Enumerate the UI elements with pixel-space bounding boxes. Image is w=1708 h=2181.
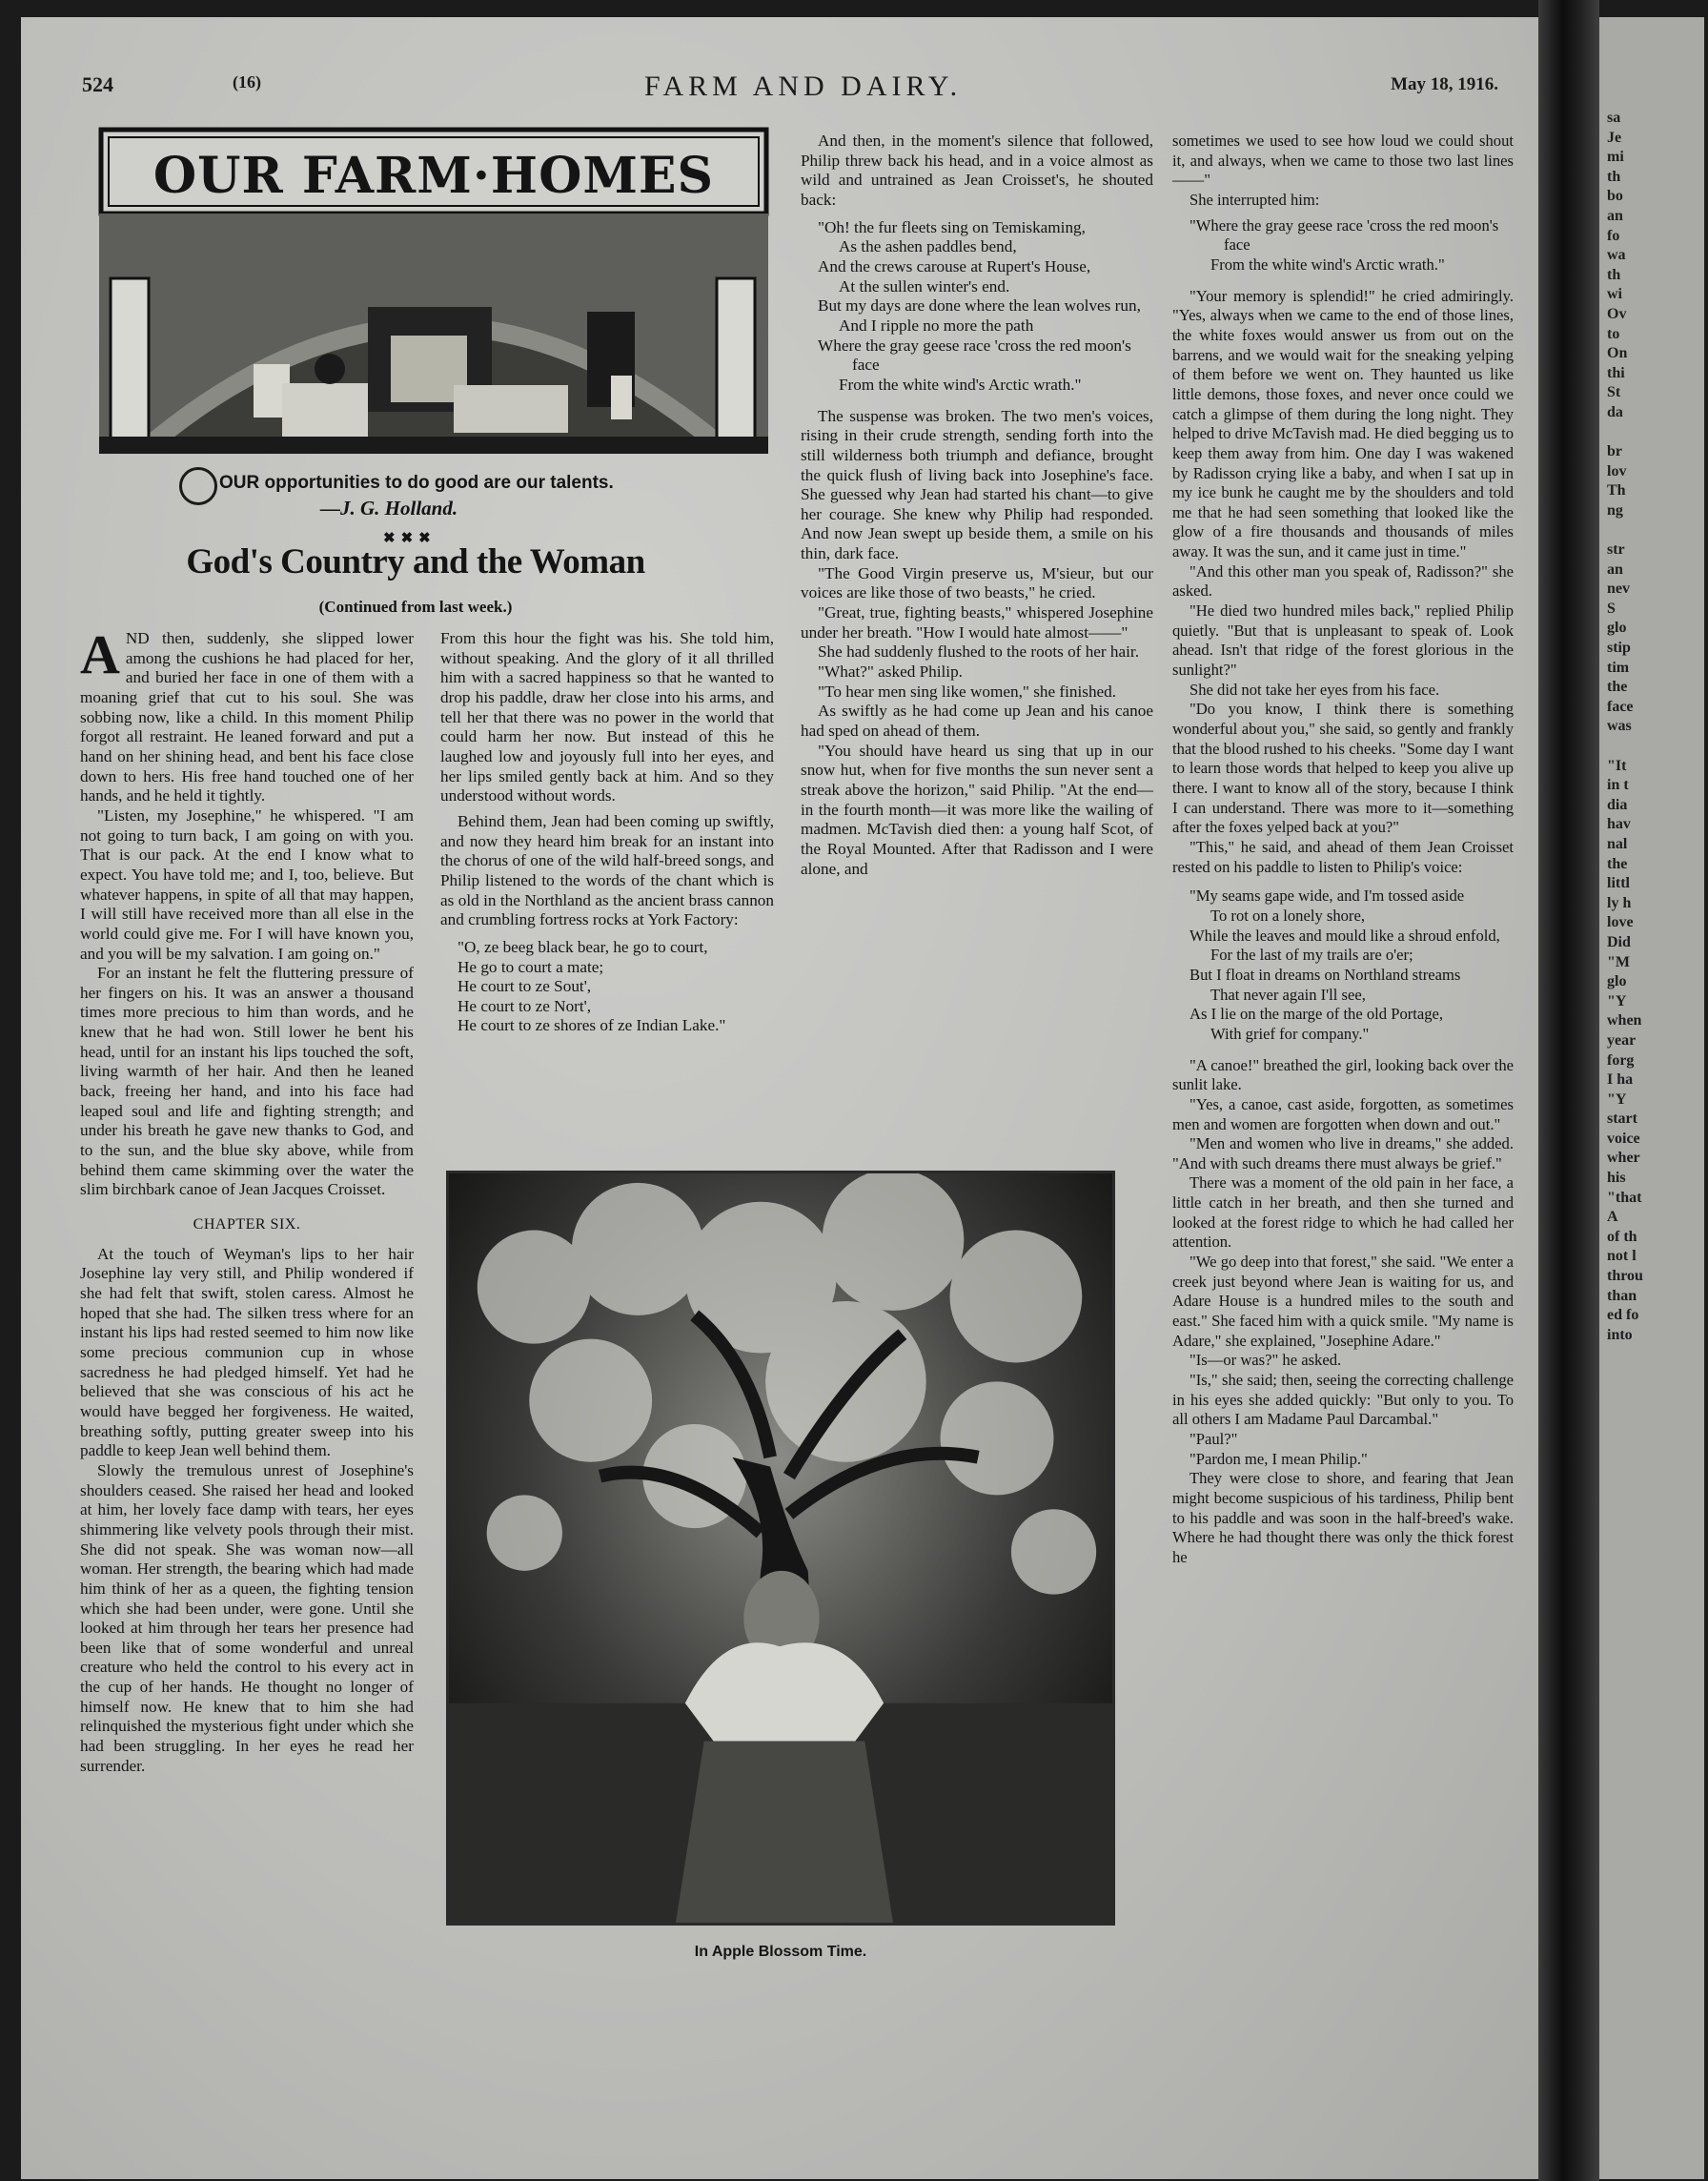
photo-caption: In Apple Blossom Time. bbox=[694, 1944, 867, 1960]
publication-title: FARM AND DAIRY. bbox=[644, 71, 963, 102]
paragraph: "You should have heard us sing that up in our snow hut, when for five months the sun never sent a streak above the horizon," said Philip. "At the end—in the fourth month—it was more like the wailing of madmen. McTavish died then: a young half Scot, of the Royal Mounted. After that Radisson and I were alone, and bbox=[801, 741, 1153, 878]
verse-line: He go to court a mate; bbox=[458, 957, 604, 976]
paragraph: "Yes, a canoe, cast aside, forgotten, as sometimes men and women are forgotten when down and out." bbox=[1172, 1094, 1514, 1133]
epigraph-author: —J. G. Holland. bbox=[320, 497, 458, 520]
column-4 bbox=[1172, 132, 1514, 1568]
verse-line: As the ashen paddles bend, bbox=[839, 237, 1017, 256]
paragraph: "Great, true, fighting beasts," whispered Josephine under her breath. "How I would hate almost——" bbox=[801, 603, 1153, 642]
paragraph: "Pardon me, I mean Philip." bbox=[1190, 1449, 1368, 1468]
verse-line: To rot on a lonely shore, bbox=[1210, 906, 1365, 925]
paragraph: For an instant he felt the fluttering pressure of her fingers on his. It was an answer a thousand times more precious to him than words, and he knew that he had won. Still lower he bent his head, until for an instant his lips touched the soft, living warmth of her hair. And then he leaned back, freeing her hand, and into his face had leaped soul and life and fighting strength; and under his breath he gave new thanks to God, and to the sun, and the blue sky above, while from behind them came skimming over the water the slim birchbark canoe of Jean Jacques Croisset. bbox=[80, 964, 414, 1199]
paragraph: She had suddenly flushed to the roots of her hair. bbox=[818, 642, 1140, 662]
paragraph: And then, in the moment's silence that followed, Philip threw back his head, and in a voice almost as wild and untrained as Jean Croisset's, he shouted back: bbox=[801, 132, 1153, 209]
verse-line: As I lie on the marge of the old Portage, bbox=[1190, 1005, 1444, 1024]
song-verse bbox=[1172, 887, 1514, 1044]
right-page-fragments: sa Je mi th bo an fo wa th wi Ov to On thi St da br lov Th ng str an nev S glo stip tim the face was "It in t dia hav nal the littl ly h love Did "M glo "Y when year forg I ha "Y start voice wher his "that A of th not l throu than ed fo into bbox=[1607, 110, 1643, 1343]
paragraph: They were close to shore, and fearing that Jean might become suspicious of his tardiness, Philip bent to his paddle and was soon in the half-breed's wake. Where he had thought there was only the thick forest he bbox=[1172, 1469, 1514, 1566]
paragraph: "This," he said, and ahead of them Jean Croisset rested on his paddle to listen to Philip's voice: bbox=[1172, 837, 1514, 876]
verse-line: "Where the gray geese race 'cross the red moon's face bbox=[1190, 215, 1499, 255]
section-number: (16) bbox=[233, 72, 261, 92]
drop-cap: A bbox=[80, 623, 120, 685]
paragraph: "A canoe!" breathed the girl, looking back over the sunlit lake. bbox=[1172, 1055, 1514, 1094]
song-verse bbox=[440, 938, 774, 1036]
verse-line: With grief for company." bbox=[1210, 1024, 1370, 1043]
farm-homes-banner bbox=[92, 126, 776, 458]
paragraph: The suspense was broken. The two men's voices, rising in their crude strength, sending forth into the still wilderness both triumph and defiance, brought the quick flush of living back into Josephine's face. She guessed why Jean had started his chant—to give her courage. She knew why Philip had responded. And now Jean swept up beside them, a smile on his thin, dark face. bbox=[801, 406, 1153, 563]
paragraph: At the touch of Weyman's lips to her hair Josephine lay very still, and Philip wondered if she had felt that swift, stolen caress. Almost he hoped that she had. The silken tress where for an instant his lips had rested seemed to him now like some precious communion cup in whose sacredness he had pledged himself. Yet had he believed that she was conscious of his act he would have begged her forgiveness. He waited, breathing softly, putting greater sweep into his paddle to keep Jean well behind them. bbox=[80, 1244, 414, 1460]
verse-line: While the leaves and mould like a shroud enfold, bbox=[1190, 926, 1500, 945]
verse-line: From the white wind's Arctic wrath." bbox=[1210, 255, 1445, 274]
paragraph: "Paul?" bbox=[1190, 1430, 1238, 1448]
paragraph: "Is," she said; then, seeing the correcting challenge in his eyes she added quickly: "But only to you. To all others I am Madame Paul Darcambal." bbox=[1172, 1371, 1514, 1429]
epigraph-text: OUR opportunities to do good are our talents. bbox=[219, 473, 614, 493]
paragraph: "Listen, my Josephine," he whispered. "I am not going to turn back, I am going on with you. That is our pack. At the end I know what to expect. You have told me; and I, too, believe. But whatever happens, in spite of all that may happen, I will still have received more than all else in the world could give me. For I will have known you, and you will be my salvation. I am going on." bbox=[80, 805, 414, 963]
page-number: 524 bbox=[82, 72, 113, 96]
column-2 bbox=[440, 629, 774, 1036]
verse-line: He court to ze shores of ze Indian Lake." bbox=[458, 1016, 726, 1035]
paragraph: Slowly the tremulous unrest of Josephine's shoulders ceased. She raised her head and looked at him, her lovely face damp with tears, her eyes shimmering like velvety pools through their mist. She did not speak. She was woman now—all woman. Her strength, the bearing which had made him think of her as a queen, the fighting tension which she had been under, were gone. Until she looked at him through her tears her presence had been like that of some wonderful and unreal creature who held the control to his every act in the cup of her hands. He thought no longer of himself now. He knew that to him she had relinquished the mysterious fight under which she had been struggling. In her eyes he read her surrender. bbox=[80, 1460, 414, 1775]
paragraph: She did not take her eyes from his face. bbox=[1190, 680, 1440, 699]
page-gutter bbox=[1538, 0, 1599, 2181]
paragraph: sometimes we used to see how loud we could shout it, and always, when we came to those two last lines——" bbox=[1172, 132, 1514, 190]
paragraph: Behind them, Jean had been coming up swiftly, and now they heard him break for an instant into the chorus of one of the wild half-breed songs, and Philip listened to the words of the chant which is as old in the Northland as the ancient brass cannon and crumbling fortress rocks at York Factory: bbox=[440, 811, 774, 929]
paragraph: From this hour the fight was his. She told him, without speaking. And the glory of it all thrilled him with a sacred happiness so that he wanted to drop his paddle, draw her close into his arms, and tell her that there was no power in the world that could harm her now. But instead of this he laughed low and joyously full into her eyes, and her lips smiled gently back at him. And so they understood without words. bbox=[440, 629, 774, 805]
banner-title: OUR FARM·HOMES bbox=[152, 147, 715, 205]
paragraph: As swiftly as he had come up Jean and his canoe had sped on ahead of them. bbox=[801, 702, 1153, 741]
paragraph: There was a moment of the old pain in her face, a little catch in her breath, and then she turned and looked at the forest ridge to which he had called her attention. bbox=[1172, 1173, 1514, 1252]
verse-line: "O, ze beeg black bear, he go to court, bbox=[458, 937, 708, 956]
paragraph: "What?" asked Philip. bbox=[818, 662, 963, 682]
verse-line: But my days are done where the lean wolves run, bbox=[818, 296, 1141, 316]
verse-line: From the white wind's Arctic wrath." bbox=[839, 375, 1082, 394]
verse-line: But I float in dreams on Northland streams bbox=[1190, 965, 1461, 984]
quote-ornament-icon bbox=[179, 467, 217, 505]
right-page-edge bbox=[1599, 17, 1704, 2179]
column-3 bbox=[801, 132, 1153, 879]
issue-date: May 18, 1916. bbox=[1391, 74, 1498, 94]
apple-blossom-photo bbox=[446, 1171, 1115, 1926]
column-1 bbox=[80, 623, 414, 1776]
verse-line: At the sullen winter's end. bbox=[839, 276, 1010, 296]
song-verse bbox=[801, 218, 1153, 396]
verse-line: Where the gray geese race 'cross the red moon's face bbox=[818, 336, 1131, 375]
story-title: God's Country and the Woman bbox=[186, 542, 645, 581]
paragraph: "Do you know, I think there is something wonderful about you," she said, so gently and frankly that the blood rushed to his cheeks. "Some day I want to learn those words that helped to keep you alive up there. I want to know all of the story, because I think I can understand. There was more to it—something after the foxes yelped back at you?" bbox=[1172, 700, 1514, 837]
epigraph bbox=[219, 471, 734, 520]
paragraph: "We go deep into that forest," she said. "We enter a creek just beyond where Jean is waiting for us, and Adare House is a hundred miles to the south and east." She faced him with a quick smile. "My name is Adare," she explained, "Josephine Adare." bbox=[1172, 1253, 1514, 1350]
verse-line: He court to ze Nort', bbox=[458, 996, 592, 1015]
paragraph: AND then, suddenly, she slipped lower among the cushions he had placed for her, and buried her face in one of them with a moaning grief that cut to his soul. She was sobbing now, like a child. In this moment Philip forgot all restraint. He leaned forward and put a hand on her shining head, and bent his face close down to hers. His free hand touched one of her hands, and he held it tightly. bbox=[80, 623, 414, 805]
paragraph: She interrupted him: bbox=[1190, 190, 1320, 209]
verse-line: For the last of my trails are o'er; bbox=[1210, 946, 1413, 965]
blossom-tree-image bbox=[449, 1173, 1112, 1923]
page-header bbox=[82, 71, 1515, 109]
paragraph: "To hear men sing like women," she finished. bbox=[818, 682, 1117, 701]
section-ornament: ✖✖✖ bbox=[383, 529, 437, 546]
verse-line: And the crews carouse at Rupert's House, bbox=[818, 256, 1091, 275]
paragraph: "Men and women who live in dreams," she added. "And with such dreams there must always be grief." bbox=[1172, 1134, 1514, 1172]
chapter-heading: CHAPTER SIX. bbox=[193, 1216, 301, 1233]
verse-line: And I ripple no more the path bbox=[839, 316, 1034, 335]
paragraph: "Is—or was?" he asked. bbox=[1190, 1351, 1342, 1370]
paragraph: "And this other man you speak of, Radisson?" she asked. bbox=[1172, 561, 1514, 601]
paragraph: "He died two hundred miles back," replied Philip quietly. "But that is unpleasant to speak of. Look ahead. Isn't that ridge of the forest glorious in the sunlight?" bbox=[1172, 601, 1514, 680]
verse-line: "My seams gape wide, and I'm tossed aside bbox=[1190, 887, 1465, 906]
verse-line: "Oh! the fur fleets sing on Temiskaming, bbox=[818, 217, 1086, 236]
paragraph: "Your memory is splendid!" he cried admiringly. "Yes, always when we came to the end of those lines, the white foxes would answer us from out on the barrens, and we would wait for the sneaking yelping of them before we went on. They haunted us like little demons, those foxes, and never once could we catch a glimpse of them during the long night. They helped to drive McTavish mad. He died begging us to keep them away from him. One day I was wakened by Radisson crying like a baby, and when I sat up in my ice bunk he caught me by the shoulders and told me that he had seen something that looked like the glow of a fire thousands and thousands of miles away. It was the sun, and it came just in time." bbox=[1172, 286, 1514, 561]
paragraph: "The Good Virgin preserve us, M'sieur, but our voices are like those of two beasts," he cried. bbox=[801, 563, 1153, 602]
story-subtitle: (Continued from last week.) bbox=[318, 598, 513, 616]
song-verse bbox=[1172, 216, 1514, 275]
verse-line: He court to ze Sout', bbox=[458, 977, 592, 996]
verse-line: That never again I'll see, bbox=[1210, 985, 1366, 1004]
